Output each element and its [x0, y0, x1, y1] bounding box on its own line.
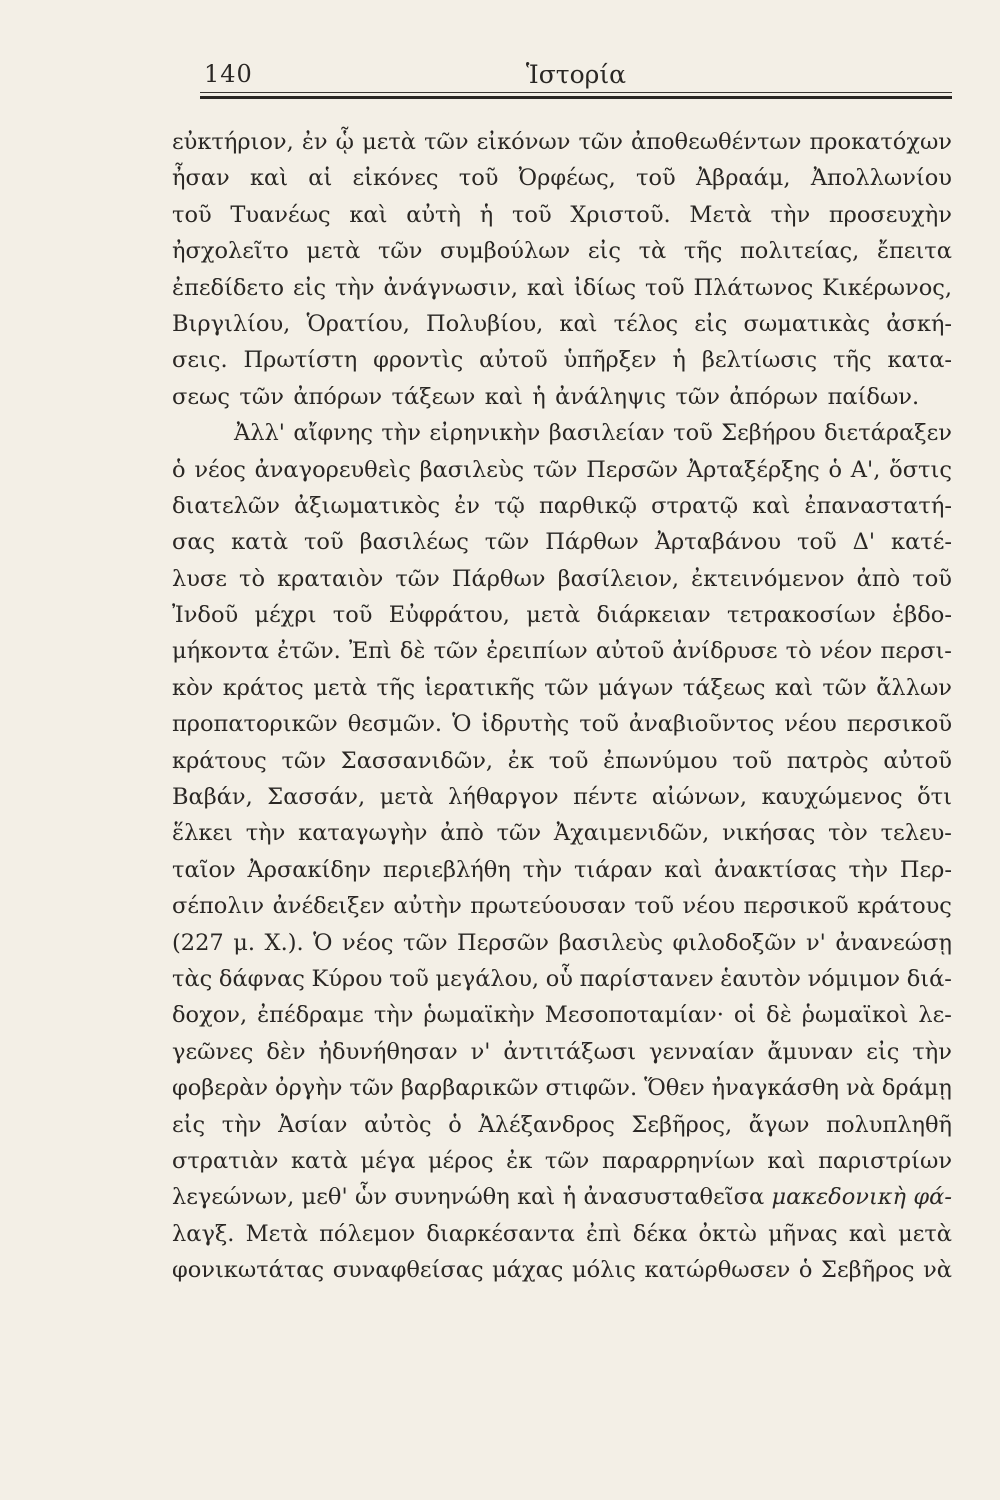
- text-line: ἠσχολεῖτο μετὰ τῶν συμβούλων εἰς τὰ τῆς πολιτείας, ἔπειτα: [172, 238, 952, 265]
- text-line: τοῦ Τυανέως καὶ αὐτὴ ἡ τοῦ Χριστοῦ. Μετὰ τὴν προσευχὴν: [172, 201, 952, 228]
- text-line: σέπολιν ἀνέδειξεν αὐτὴν πρωτεύουσαν τοῦ νέου περσικοῦ κράτους: [172, 893, 952, 920]
- text-line: σας κατὰ τοῦ βασιλέως τῶν Πάρθων Ἀρταβάνου τοῦ Δ' κατέ-: [172, 529, 952, 556]
- text-line: σεις. Πρωτίστη φροντὶς αὐτοῦ ὑπῆρξεν ἡ βελτίωσις τῆς κατα-: [172, 347, 952, 374]
- header-rule-thick: [200, 96, 952, 99]
- text-line: λεγεώνων, μεθ' ὧν συνηνώθη καὶ ἡ ἀνασυσταθεῖσα μακεδονικὴ φά-: [172, 1184, 952, 1211]
- text-line: φονικωτάτας συναφθείσας μάχας μόλις κατώρθωσεν ὁ Σεβῆρος νὰ: [172, 1257, 952, 1284]
- text-line: Βιργιλίου, Ὁρατίου, Πολυβίου, καὶ τέλος εἰς σωματικὰς ἀσκή-: [172, 310, 952, 337]
- text-line: προπατορικῶν θεσμῶν. Ὁ ἱδρυτὴς τοῦ ἀναβιοῦντος νέου περσικοῦ: [172, 711, 952, 738]
- text-line: κράτους τῶν Σασσανιδῶν, ἐκ τοῦ ἐπωνύμου τοῦ πατρὸς αὐτοῦ: [172, 747, 952, 774]
- text-line: τὰς δάφνας Κύρου τοῦ μεγάλου, οὗ παρίστανεν ἑαυτὸν νόμιμον διά-: [172, 965, 952, 992]
- text-line: εἰς τὴν Ἀσίαν αὐτὸς ὁ Ἀλέξανδρος Σεβῆρος, ἄγων πολυπληθῆ: [172, 1111, 952, 1138]
- text-line: Βαβάν, Σασσάν, μετὰ λήθαργον πέντε αἰώνων, καυχώμενος ὅτι: [172, 784, 952, 811]
- text-line: Ἰνδοῦ μέχρι τοῦ Εὐφράτου, μετὰ διάρκειαν τετρακοσίων ἑβδο-: [172, 602, 952, 629]
- text-line: ὁ νέος ἀναγορευθεὶς βασιλεὺς τῶν Περσῶν Ἀρταξέρξης ὁ Α', ὅστις: [172, 456, 952, 483]
- body-text: [172, 124, 952, 1289]
- text-line: λυσε τὸ κραταιὸν τῶν Πάρθων βασίλειον, ἐκτεινόμενον ἀπὸ τοῦ: [172, 565, 952, 592]
- text-line: (227 μ. Χ.). Ὁ νέος τῶν Περσῶν βασιλεὺς φιλοδοξῶν ν' ἀνανεώσῃ: [172, 929, 952, 956]
- page-number: 140: [204, 60, 253, 88]
- text-line: ἦσαν καὶ αἱ εἰκόνες τοῦ Ὀρφέως, τοῦ Ἀβραάμ, Ἀπολλωνίου: [172, 165, 952, 192]
- running-head: [200, 56, 952, 96]
- text-line: γεῶνες δὲν ἠδυνήθησαν ν' ἀντιτάξωσι γενναίαν ἄμυναν εἰς τὴν: [172, 1038, 952, 1065]
- text-line: εὐκτήριον, ἐν ᾧ μετὰ τῶν εἰκόνων τῶν ἀποθεωθέντων προκατόχων: [172, 129, 952, 155]
- text-line: λαγξ. Μετὰ πόλεμον διαρκέσαντα ἐπὶ δέκα ὀκτὼ μῆνας καὶ μετὰ: [172, 1220, 952, 1247]
- text-line: ἕλκει τὴν καταγωγὴν ἀπὸ τῶν Ἀχαιμενιδῶν, νικήσας τὸν τελευ-: [172, 820, 952, 847]
- text-line: κὸν κράτος μετὰ τῆς ἱερατικῆς τῶν μάγων τάξεως καὶ τῶν ἄλλων: [172, 674, 952, 701]
- text-line: δοχον, ἐπέδραμε τὴν ῥωμαϊκὴν Μεσοποταμίαν· οἱ δὲ ῥωμαϊκοὶ λε-: [172, 1002, 952, 1029]
- text-line: ἐπεδίδετο εἰς τὴν ἀνάγνωσιν, καὶ ἰδίως τοῦ Πλάτωνος Κικέρωνος,: [172, 274, 952, 301]
- text-line: Ἀλλ' αἴφνης τὴν εἰρηνικὴν βασιλείαν τοῦ Σεβήρου διετάραξεν: [234, 420, 952, 447]
- text-line: σεως τῶν ἀπόρων τάξεων καὶ ἡ ἀνάληψις τῶν ἀπόρων παίδων.: [172, 383, 920, 410]
- text-line: διατελῶν ἀξιωματικὸς ἐν τῷ παρθικῷ στρατῷ καὶ ἐπαναστατή-: [172, 492, 952, 519]
- text-line: στρατιὰν κατὰ μέγα μέρος ἐκ τῶν παραρρηνίων καὶ παριστρίων: [172, 1147, 952, 1174]
- text-line: ταῖον Ἀρσακίδην περιεβλήθη τὴν τιάραν καὶ ἀνακτίσας τὴν Περ-: [172, 856, 952, 883]
- text-line: μήκοντα ἐτῶν. Ἐπὶ δὲ τῶν ἐρειπίων αὐτοῦ ἀνίδρυσε τὸ νέον περσι-: [172, 638, 952, 665]
- text-line: φοβερὰν ὀργὴν τῶν βαρβαρικῶν στιφῶν. Ὅθεν ἠναγκάσθη νὰ δράμῃ: [172, 1075, 952, 1102]
- header-rule-thin: [200, 92, 952, 93]
- running-title: Ἱστορία: [525, 60, 627, 89]
